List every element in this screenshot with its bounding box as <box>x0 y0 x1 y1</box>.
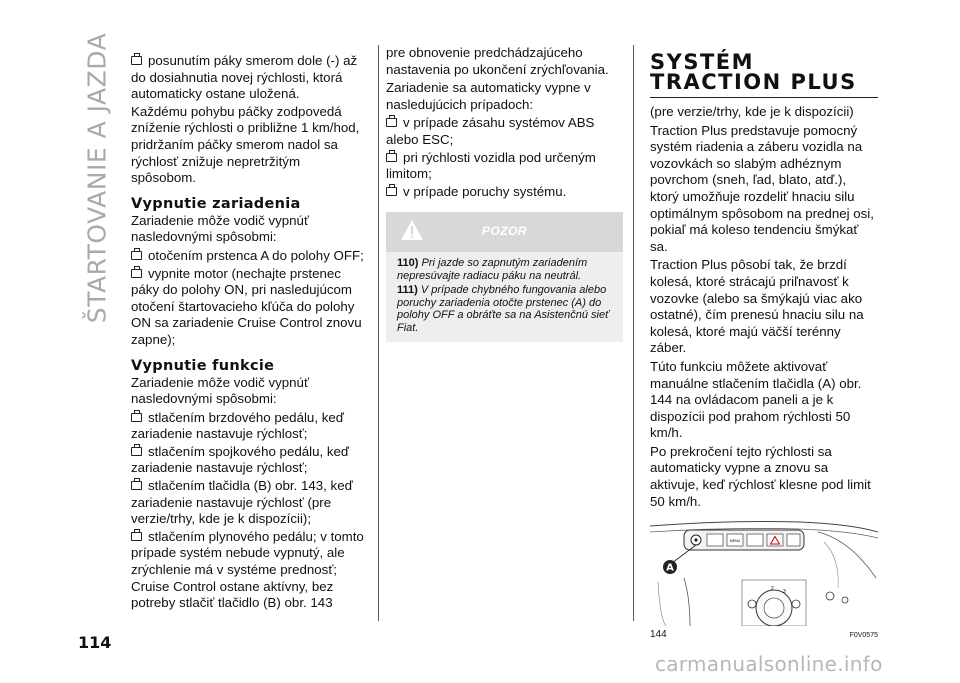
figure-code: F0V0575 <box>849 632 878 640</box>
figure-caption <box>650 626 878 640</box>
parking-sensor-button-icon <box>747 534 763 546</box>
warning-item: 110) Pri jazde so zapnutým zariadením nepresúvajte radiacu páku na neutrál. <box>397 257 588 282</box>
svg-text:3: 3 <box>783 589 786 596</box>
section-side-title <box>82 32 112 323</box>
figure-number: 144 <box>650 629 667 641</box>
paragraph: Zariadenie sa automaticky vypne v nasledujúcich prípadoch: <box>386 80 591 112</box>
section-side-title-text: ŠTARTOVANIE A JAZDA <box>82 32 112 323</box>
bullet-item: stlačením brzdového pedálu, keď zariadenie nastavuje rýchlosť; <box>131 409 344 442</box>
column-2 <box>386 45 623 342</box>
dashboard-figure <box>650 518 878 626</box>
column-divider-2 <box>633 45 634 621</box>
bullet-item: stlačením tlačidla (B) obr. 143, keď zariadenie nastavuje rýchlosť (pre verzie/trhy, kde je k dispozícii); <box>131 478 353 527</box>
column-3 <box>650 52 878 640</box>
bullet-icon <box>386 118 397 127</box>
section-heading: SYSTÉM TRACTION PLUS <box>650 52 878 98</box>
paragraph: Zariadenie môže vodič vypnúť nasledovnými spôsobmi: <box>131 212 309 245</box>
heading-device-off: Vypnutie zariadenia <box>131 195 301 212</box>
bullet-icon <box>386 187 397 196</box>
bullet-icon <box>131 269 142 278</box>
paragraph: Túto funkciu môžete aktivovať manuálne stlačením tlačidla (A) obr. 144 na ovládacom paneli a je k dispozícii pod prahom rýchlosti 50 km/h. <box>650 358 862 441</box>
warning-item: 111) V prípade chybného fungovania alebo poruchy zariadenia otočte prstenec (A) do polohy OFF a obráťte sa na Asistenčnú sieť Fiat. <box>397 284 610 334</box>
warning-label: POZOR <box>481 224 528 239</box>
heading-function-off: Vypnutie funkcie <box>131 357 275 374</box>
paragraph: Traction Plus predstavuje pomocný systém riadenia a záberu vozidla na vozovkách so slabým adhéznym povrchom (sneh, ľad, blato, atď.), ktorý umožňuje rozdeliť hnaciu silu optimálnym spôsobom na prednej osi, pokiaľ má koleso tendenciu šmýkať sa. <box>650 122 874 254</box>
bullet-item: otočením prstenca A do polohy OFF; <box>131 248 367 265</box>
svg-text:2: 2 <box>771 586 774 593</box>
svg-text:MENU: MENU <box>729 539 741 544</box>
paragraph: Každému pohybu páčky zodpovedá zníženie rýchlosti o približne 1 km/hod, pridržaním páčky smerom nadol sa rýchlosť znižuje nepretržitým spôsobom. <box>131 103 360 186</box>
paragraph: pre obnovenie predchádzajúceho nastavenia po ukončení zrýchľovania. <box>386 45 609 77</box>
bullet-item: stlačením plynového pedálu; v tomto prípade systém nebude vypnutý, ale zrýchlenie má v systéme prednosť; Cruise Control ostane aktívny, bez potreby stlačiť tlačidlo (B) obr. 143 <box>131 528 364 611</box>
bullet-icon <box>131 481 142 490</box>
paragraph: Traction Plus pôsobí tak, že brzdí kolesá, ktoré strácajú priľnavosť k vozovke (alebo sa šmýkajú viac ako ostatné), čím prenesú hnaciu silu na kolesá, ktoré majú väčší terénny záber. <box>650 257 864 356</box>
column-divider-1 <box>378 45 379 621</box>
bullet-icon <box>131 413 142 422</box>
warning-header <box>386 212 623 252</box>
callout-line <box>672 545 696 563</box>
bullet-item: v prípade poruchy systému. <box>386 184 623 201</box>
bullet-icon <box>131 56 142 65</box>
paragraph: Po prekročení tejto rýchlosti sa automaticky vypne a znovu sa aktivuje, keď rýchlosť klesne pod limit 50 km/h. <box>650 443 871 509</box>
bullet-item: pri rýchlosti vozidla pod určeným limitom; <box>386 149 596 182</box>
bullet-icon <box>386 153 397 162</box>
bullet-icon <box>131 532 142 541</box>
page-number: 114 <box>78 633 112 652</box>
bullet-item: posunutím páky smerom dole (-) až do dosiahnutia novej rýchlosti, ktorá automaticky ostane uložená. <box>131 53 358 102</box>
bullet-item: stlačením spojkového pedálu, keď zariadenie nastavuje rýchlosť; <box>131 443 350 476</box>
paragraph: (pre verzie/trhy, kde je k dispozícii) <box>650 104 854 119</box>
paragraph: Zariadenie môže vodič vypnúť nasledovnými spôsobmi: <box>131 374 309 407</box>
wiper-button-icon <box>707 534 723 546</box>
svg-text:A: A <box>666 562 674 574</box>
bullet-icon <box>131 447 142 456</box>
bullet-item: vypnite motor (nechajte prstenec páky do polohy ON, pri nasledujúcom otočení štartovacieho kľúča do polohy ON sa zariadenie Cruise Control znovu zapne); <box>131 265 362 347</box>
dashboard-illustration <box>650 518 878 626</box>
lock-button-icon <box>787 534 800 546</box>
watermark-text: carmanualsonline.info <box>655 652 883 676</box>
column-1 <box>131 53 367 613</box>
warning-body <box>386 252 623 342</box>
bullet-item: v prípade zásahu systémov ABS alebo ESC; <box>386 115 595 147</box>
bullet-icon <box>131 251 142 260</box>
